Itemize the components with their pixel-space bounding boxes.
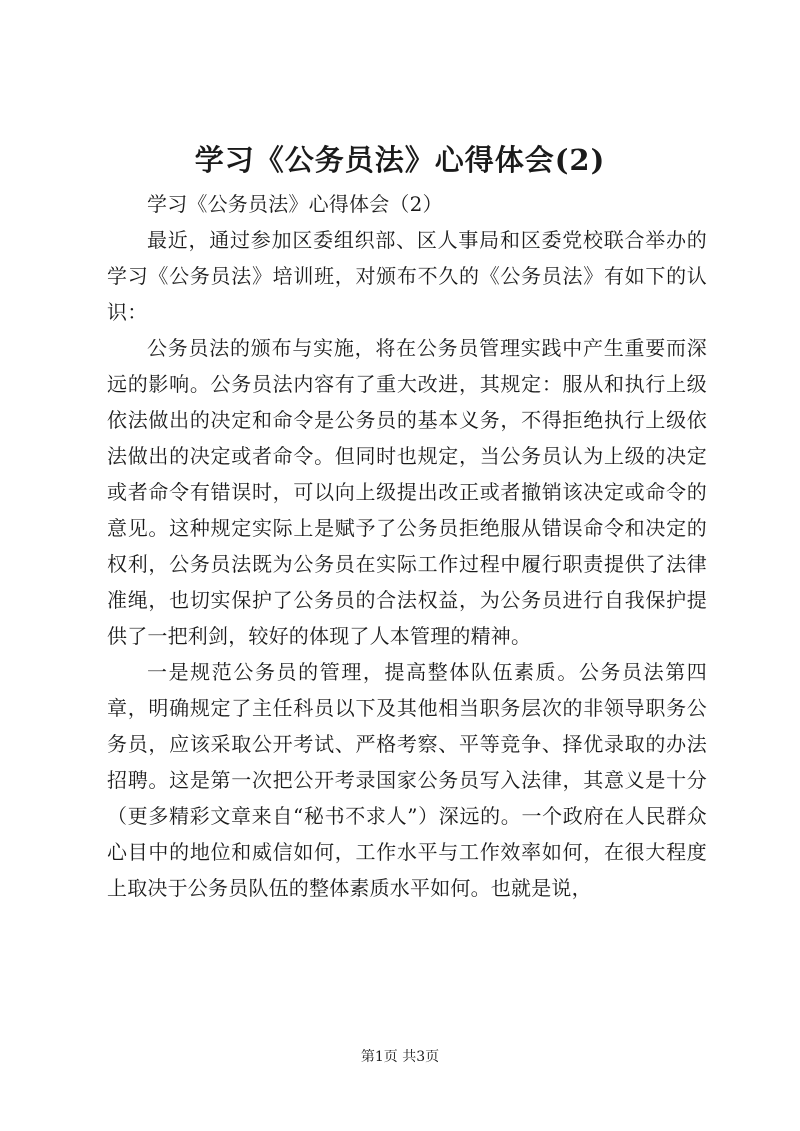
paragraph: 一是规范公务员的管理，提高整体队伍素质。公务员法第四章，明确规定了主任科员以下及其他相当职务层次的非领导职务公务员，应该采取公开考试、严格考察、平等竞争、择优录取的办法招聘。这是第一次把公开考录国家公务员写入法律，其意义是十分（更多精彩文章来自“秘书不求人”）深远的。一个政府在人民群众心目中的地位和威信如何，工作水平与工作效率如何，在很大程度上取决于公务员队伍的整体素质水平如何。也就是说， [107,660,707,900]
paragraph: 公务员法的颁布与实施，将在公务员管理实践中产生重要而深远的影响。公务员法内容有了重大改进，其规定：服从和执行上级依法做出的决定和命令是公务员的基本义务，不得拒绝执行上级依法做出的决定或者命令。但同时也规定，当公务员认为上级的决定或者命令有错误时，可以向上级提出改正或者撤销该决定或命令的意见。这种规定实际上是赋予了公务员拒绝服从错误命令和决定的权利，公务员法既为公务员在实际工作过程中履行职责提供了法律准绳，也切实保护了公务员的合法权益，为公务员进行自我保护提供了一把利剑，较好的体现了人本管理的精神。 [107,336,707,648]
document-body [107,186,707,906]
paragraph: 最近，通过参加区委组织部、区人事局和区委党校联合举办的学习《公务员法》培训班，对颁布不久的《公务员法》有如下的认识： [107,228,707,324]
document-title: 学习《公务员法》心得体会(2) [194,143,606,177]
page-number-footer: 第1页 共3页 [360,1049,440,1065]
subtitle-line: 学习《公务员法》心得体会（2） [147,192,443,216]
